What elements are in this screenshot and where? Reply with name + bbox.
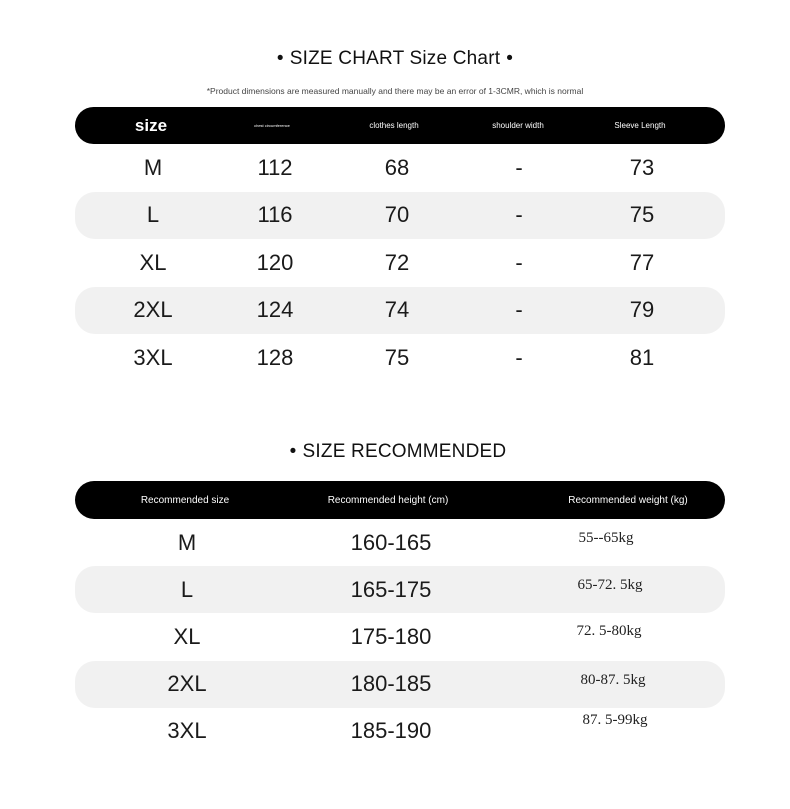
size-cell: 2XL [133,297,173,323]
size-row-3xl [75,334,725,382]
shoulder-cell: - [515,344,523,370]
length-cell: 68 [384,154,410,180]
size-row-2xl [75,287,725,335]
sleeve-cell: 73 [629,154,655,180]
shoulder-cell: - [515,202,523,228]
size-chart-header [75,107,725,144]
size-chart-title-text: SIZE CHART Size Chart [289,48,501,69]
weight-cell: 87. 5-99kg [582,711,648,728]
shoulder-cell: - [515,249,523,275]
length-cell: 74 [384,297,410,323]
header-recommended-height: Recommended height (cm) [327,494,449,506]
header-sleeve-length: Sleeve Length [614,121,666,130]
bullet-icon: • [506,48,514,69]
weight-cell: 80-87. 5kg [580,671,646,688]
size-recommended-title [0,441,790,463]
chest-cell: 120 [256,249,294,275]
size-cell: XL [139,249,167,275]
sleeve-cell: 77 [629,249,655,275]
size-row-xl [75,239,725,287]
header-chest-circumference: chest circumference [254,123,290,128]
chest-cell: 128 [256,344,294,370]
header-shoulder-width: shoulder width [492,121,544,130]
recommend-row-m [75,519,725,566]
size-recommended-table [75,481,725,755]
size-cell: L [180,576,194,602]
weight-cell: 55--65kg [578,530,634,547]
recommend-row-xl [75,613,725,660]
size-row-l [75,192,725,240]
size-row-m [75,144,725,192]
bullet-icon: • [289,441,297,462]
size-cell: 3XL [133,344,173,370]
size-chart-table [75,107,725,382]
measurement-note: *Product dimensions are measured manually and there may be an error of 1-3CMR, which is normal [206,86,584,96]
chest-cell: 124 [256,297,294,323]
size-cell: M [143,154,163,180]
recommend-row-l [75,566,725,613]
length-cell: 72 [384,249,410,275]
bullet-icon: • [276,48,284,69]
header-size: size [134,115,168,135]
size-chart-title [0,48,790,70]
height-cell: 165-175 [350,576,432,602]
shoulder-cell: - [515,154,523,180]
height-cell: 180-185 [350,671,432,697]
length-cell: 75 [384,344,410,370]
size-recommended-title-text: SIZE RECOMMENDED [302,441,507,462]
size-cell: L [146,202,160,228]
header-recommended-size: Recommended size [140,494,230,506]
chest-cell: 116 [257,202,293,228]
size-cell: 3XL [167,718,207,744]
sleeve-cell: 81 [629,344,655,370]
size-cell: 2XL [167,671,207,697]
size-cell: M [177,529,197,555]
header-recommended-weight: Recommended weight (kg) [568,494,688,506]
height-cell: 160-165 [350,529,432,555]
shoulder-cell: - [515,297,523,323]
length-cell: 70 [384,202,410,228]
height-cell: 185-190 [350,718,432,744]
weight-cell: 65-72. 5kg [577,577,643,594]
height-cell: 175-180 [350,623,432,649]
header-clothes-length: clothes length [369,121,419,130]
recommend-row-3xl [75,708,725,755]
size-recommended-header [75,481,725,519]
sleeve-cell: 75 [629,202,655,228]
size-cell: XL [173,623,201,649]
chest-cell: 112 [257,154,293,180]
sleeve-cell: 79 [629,297,655,323]
weight-cell: 72. 5-80kg [576,623,642,640]
